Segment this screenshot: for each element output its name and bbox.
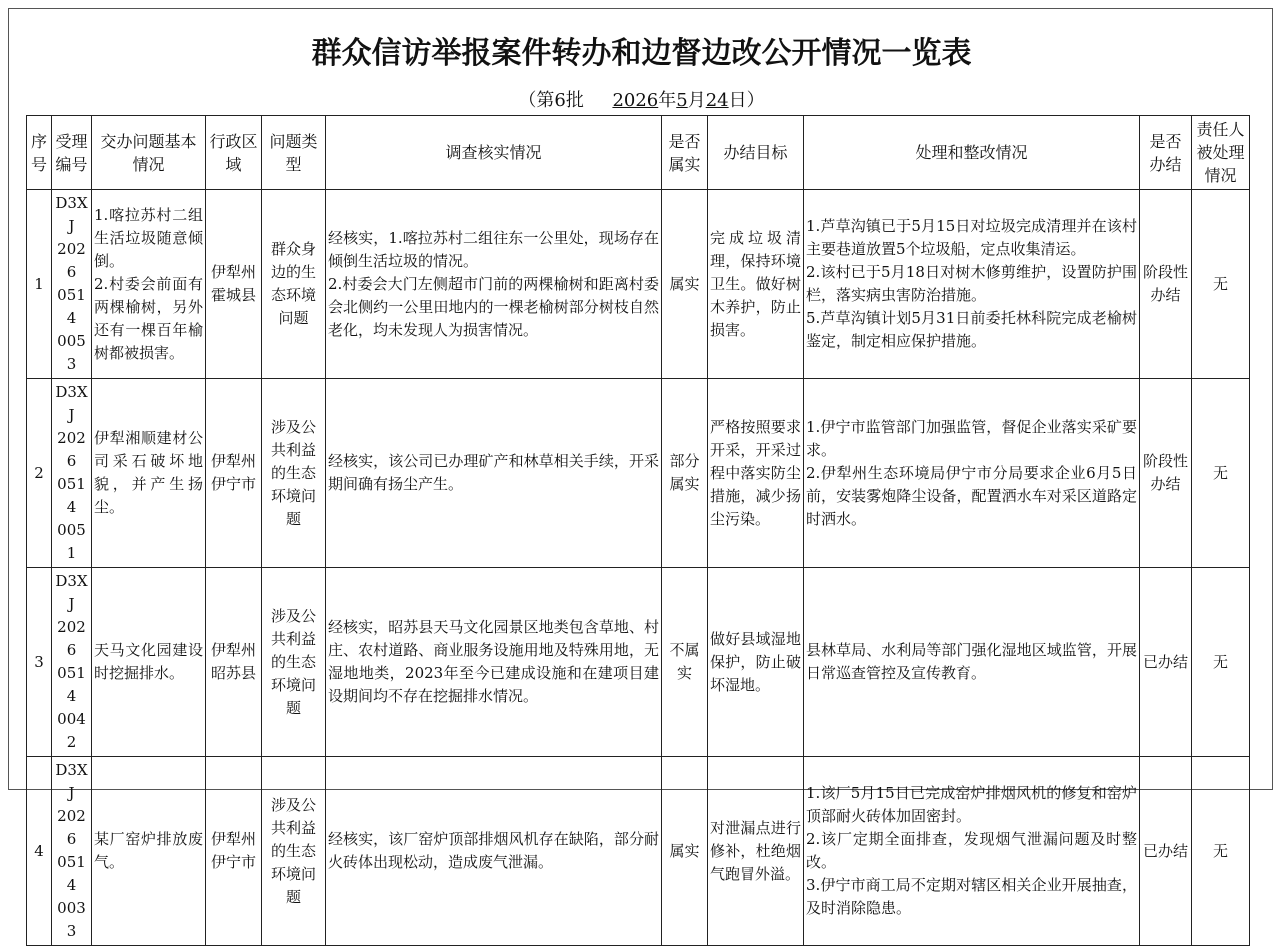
code-cell: D3XJ 2026 0514 0042 [52, 568, 92, 757]
accountability-cell: 无 [1192, 757, 1250, 946]
header-region: 行政区域 [206, 116, 262, 190]
investigation-cell: 经核实，1.喀拉苏村二组往东一公里处，现场存在倾倒生活垃圾的情况。 2.村委会大门左侧超市门前的两棵榆树和距离村委会北侧约一公里田地内的一棵老榆树部分树枝自然老化，均未发现人为损害情况。 [326, 190, 662, 379]
investigation-cell: 经核实，该公司已办理矿产和林草相关手续，开采期间确有扬尘产生。 [326, 379, 662, 568]
accountability-cell: 无 [1192, 379, 1250, 568]
batch-mid: 批 [565, 90, 584, 111]
investigation-cell: 经核实，该厂窑炉顶部排烟风机存在缺陷，部分耐火砖体出现松动，造成废气泄漏。 [326, 757, 662, 946]
goal-cell: 对泄漏点进行修补，杜绝烟气跑冒外溢。 [708, 757, 804, 946]
seq-cell: 4 [27, 757, 52, 946]
accountability-cell: 无 [1192, 568, 1250, 757]
region-cell: 伊犁州伊宁市 [206, 379, 262, 568]
type-cell: 涉及公共利益的生态环境问题 [262, 379, 326, 568]
header-seq: 序号 [27, 116, 52, 190]
verified-cell: 部分属实 [662, 379, 708, 568]
table-row [27, 190, 1250, 379]
batch-prefix: （第 [518, 90, 555, 111]
handling-cell: 1.伊宁市监管部门加强监管，督促企业落实采矿要求。 2.伊犁州生态环境局伊宁市分局要求企业6月5日前，安装雾炮降尘设备，配置洒水车对采区道路定时洒水。 [804, 379, 1140, 568]
code-cell: D3XJ 2026 0514 0053 [52, 190, 92, 379]
table-row [27, 757, 1250, 946]
document-title: 群众信访举报案件转办和边督边改公开情况一览表 [311, 36, 972, 71]
verified-cell: 属实 [662, 757, 708, 946]
code-cell: D3XJ 2026 0514 0033 [52, 757, 92, 946]
header-completed: 是否办结 [1140, 116, 1192, 190]
batch-year: 2026 [612, 90, 659, 111]
issue-cell: 天马文化园建设时挖掘排水。 [92, 568, 206, 757]
header-handling: 处理和整改情况 [804, 116, 1140, 190]
seq-cell: 1 [27, 190, 52, 379]
batch-month-suffix: 月 [687, 90, 706, 111]
table-row [27, 568, 1250, 757]
handling-cell: 1.芦草沟镇已于5月15日对垃圾完成清理并在该村主要巷道放置5个垃圾船，定点收集清运。 2.该村已于5月18日对树木修剪维护，设置防护围栏，落实病虫害防治措施。 5.芦草沟镇计划5月31日前委托林科院完成老榆树鉴定，制定相应保护措施。 [804, 190, 1140, 379]
type-cell: 涉及公共利益的生态环境问题 [262, 757, 326, 946]
completed-cell: 阶段性办结 [1140, 379, 1192, 568]
header-issue: 交办问题基本情况 [92, 116, 206, 190]
seq-cell: 2 [27, 379, 52, 568]
verified-cell: 不属实 [662, 568, 708, 757]
region-cell: 伊犁州昭苏县 [206, 568, 262, 757]
header-verified: 是否属实 [662, 116, 708, 190]
verified-cell: 属实 [662, 190, 708, 379]
issue-cell: 1.喀拉苏村二组生活垃圾随意倾倒。 2.村委会前面有两棵榆树，另外还有一棵百年榆树都被损害。 [92, 190, 206, 379]
case-table [26, 115, 1250, 946]
header-type: 问题类型 [262, 116, 326, 190]
region-cell: 伊犁州霍城县 [206, 190, 262, 379]
header-goal: 办结目标 [708, 116, 804, 190]
handling-cell: 县林草局、水利局等部门强化湿地区域监管，开展日常巡查管控及宣传教育。 [804, 568, 1140, 757]
completed-cell: 已办结 [1140, 568, 1192, 757]
accountability-cell: 无 [1192, 190, 1250, 379]
handling-cell: 1.该厂5月15日已完成窑炉排烟风机的修复和窑炉顶部耐火砖体加固密封。 2.该厂定期全面排查，发现烟气泄漏问题及时整改。 3.伊宁市商工局不定期对辖区相关企业开展抽查，及时消除隐患。 [804, 757, 1140, 946]
header-row [27, 116, 1250, 190]
type-cell: 群众身边的生态环境问题 [262, 190, 326, 379]
completed-cell: 阶段性办结 [1140, 190, 1192, 379]
batch-month: 5 [676, 90, 688, 111]
header-investigation: 调查核实情况 [326, 116, 662, 190]
type-cell: 涉及公共利益的生态环境问题 [262, 568, 326, 757]
code-cell: D3XJ 2026 0514 0051 [52, 379, 92, 568]
batch-year-suffix: 年 [658, 90, 677, 111]
header-accountability: 责任人被处理情况 [1192, 116, 1250, 190]
issue-cell: 伊犁湘顺建材公司采石破坏地貌，并产生扬尘。 [92, 379, 206, 568]
batch-day: 24 [705, 90, 729, 111]
issue-cell: 某厂窑炉排放废气。 [92, 757, 206, 946]
investigation-cell: 经核实，昭苏县天马文化园景区地类包含草地、村庄、农村道路、商业服务设施用地及特殊用地，无湿地地类，2023年至今已建成设施和在建项目建设期间均不存在挖掘排水情况。 [326, 568, 662, 757]
completed-cell: 已办结 [1140, 757, 1192, 946]
batch-day-suffix: 日） [728, 90, 765, 111]
goal-cell: 严格按照要求开采，开采过程中落实防尘措施，减少扬尘污染。 [708, 379, 804, 568]
batch-number: 6 [554, 90, 566, 111]
header-code: 受理编号 [52, 116, 92, 190]
batch-date-line [0, 86, 1283, 112]
region-cell: 伊犁州伊宁市 [206, 757, 262, 946]
goal-cell: 做好县域湿地保护，防止破坏湿地。 [708, 568, 804, 757]
goal-cell: 完成垃圾清理，保持环境卫生。做好树木养护，防止损害。 [708, 190, 804, 379]
seq-cell: 3 [27, 568, 52, 757]
table-row [27, 379, 1250, 568]
